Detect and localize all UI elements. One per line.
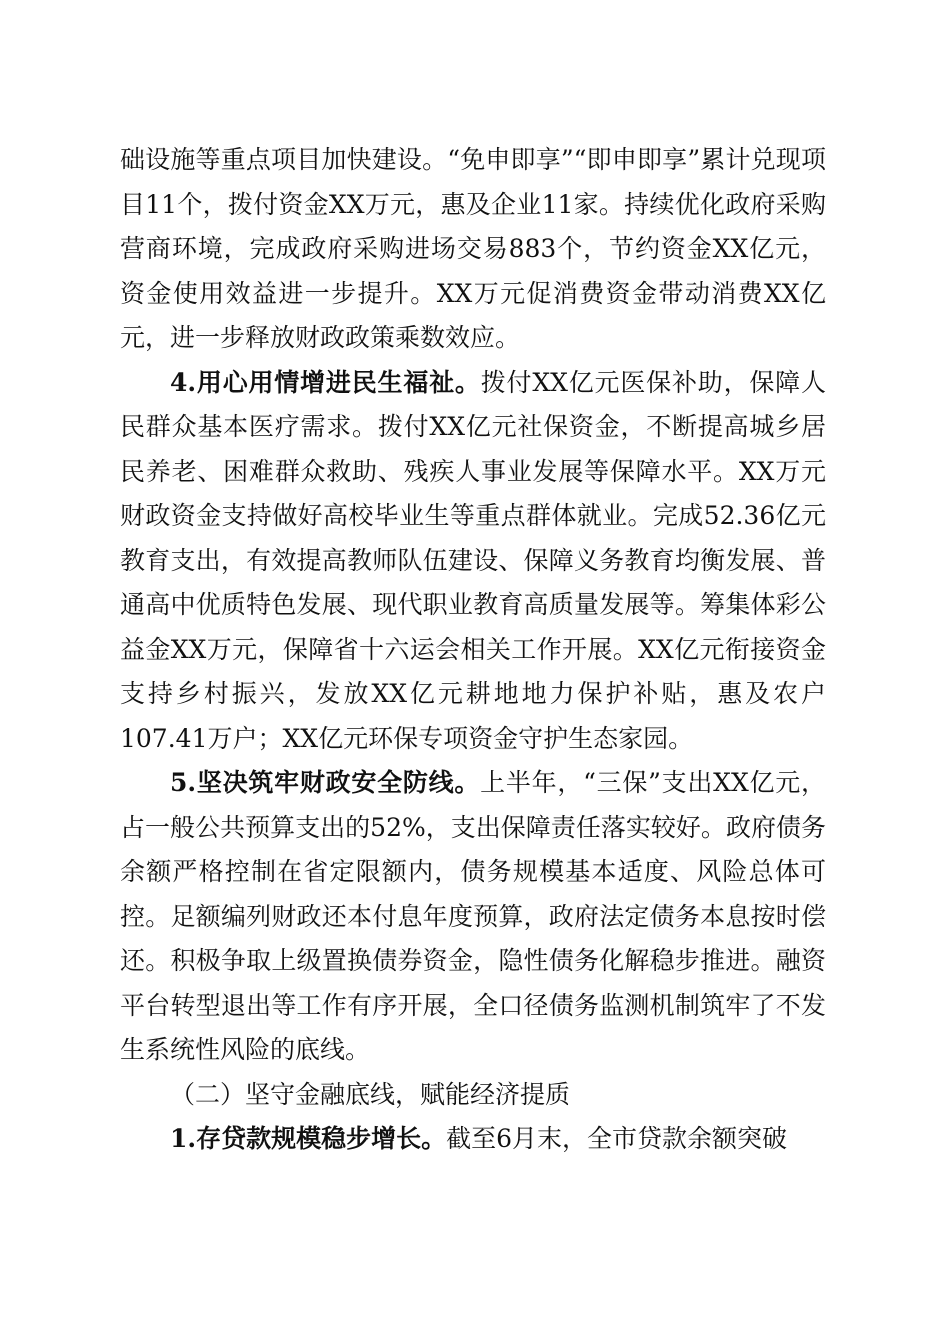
section-subheading [120, 1073, 826, 1118]
paragraph-heading: 1.存贷款规模稳步增长。 [170, 1124, 447, 1153]
paragraph-heading: 5.坚决筑牢财政安全防线。 [170, 768, 481, 797]
paragraph-livelihood [120, 361, 826, 762]
paragraph-text: 拨付XX亿元医保补助，保障人民群众基本医疗需求。拨付XX亿元社保资金，不断提高城乡居民养老、困难群众救助、残疾人事业发展等保障水平。XX万元财政资金支持做好高校毕业生等重点群体就业。完成52.36亿元教育支出，有效提高教师队伍建设、保障义务教育均衡发展、普通高中优质特色发展、现代职业教育高质量发展等。筹集体彩公益金XX万元，保障省十六运会相关工作开展。XX亿元衔接资金支持乡村振兴，发放XX亿元耕地地力保护补贴，惠及农户107.41万户；XX亿元环保专项资金守护生态家园。 [120, 367, 826, 753]
subheading-text: （二）坚守金融底线，赋能经济提质 [170, 1079, 571, 1109]
paragraph-text: 截至6月末，全市贷款余额突破 [446, 1124, 788, 1153]
paragraph-text: 础设施等重点项目加快建设。“免申即享”“即申即享”累计兑现项目11个，拨付资金XX万元，惠及企业11家。持续优化政府采购营商环境，完成政府采购进场交易883个，节约资金XX亿元，资金使用效益进一步提升。XX万元促消费资金带动消费XX亿元，进一步释放财政政策乘数效应。 [120, 145, 826, 352]
paragraph-heading: 4.用心用情增进民生福祉。 [170, 367, 481, 397]
paragraph-deposits-loans [120, 1117, 826, 1162]
paragraph-continued [120, 138, 826, 361]
body-text [120, 138, 826, 1162]
paragraph-fiscal-safety [120, 761, 826, 1073]
paragraph-text: 上半年，“三保”支出XX亿元，占一般公共预算支出的52%，支出保障责任落实较好。政府债务余额严格控制在省定限额内，债务规模基本适度、风险总体可控。足额编列财政还本付息年度预算，政府法定债务本息按时偿还。积极争取上级置换债券资金，隐性债务化解稳步推进。融资平台转型退出等工作有序开展，全口径债务监测机制筑牢了不发生系统性风险的底线。 [120, 768, 826, 1064]
